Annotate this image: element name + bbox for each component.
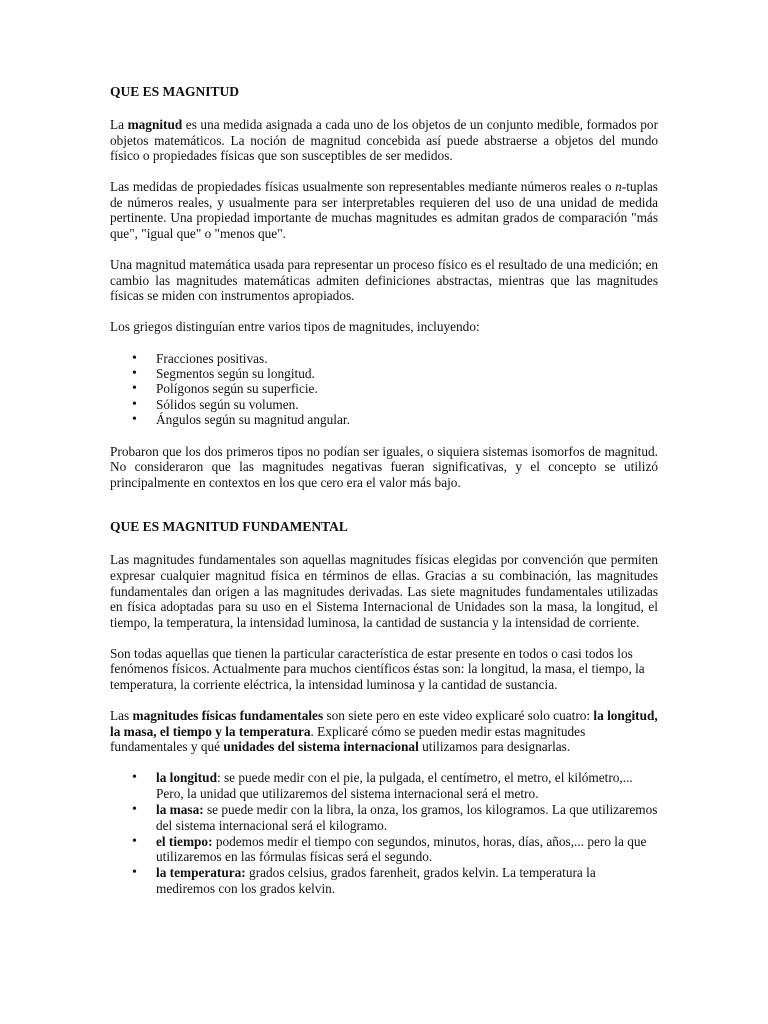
paragraph <box>110 708 658 755</box>
bold-term: magnitudes físicas fundamentales <box>132 708 324 724</box>
bullet-list-fundamental-magnitudes <box>110 770 658 896</box>
text-run: Las <box>110 708 133 724</box>
text-run: podemos medir el tiempo con segundos, minutos, horas, días, años,... pero la que utilizaremos en las fórmulas físicas será el segundo. <box>156 833 647 865</box>
text-run: Las medidas de propiedades físicas usualmente son representables mediante números reales o <box>110 179 616 195</box>
text-run: . Explicaré cómo se pueden medir estas magnitudes fundamentales y qué <box>110 723 586 755</box>
text-run: -tuplas de números reales, y usualmente para ser interpretables requieren del uso de una unidad de medida pertinente. Una propiedad importante de muchas magnitudes es admitan grados de comparación "más que", "igual que" o "menos que". <box>110 179 658 242</box>
list-item <box>156 834 658 866</box>
paragraph: Una magnitud matemática usada para representar un proceso físico es el resultado de una medición; en cambio las magnitudes matemáticas admiten definiciones abstractas, mientras que las magnitudes físicas se miden con instrumentos apropiados. <box>110 257 658 304</box>
section-title-magnitud: QUE ES MAGNITUD <box>110 84 240 99</box>
list-item <box>156 802 658 834</box>
italic-term: n <box>615 179 622 195</box>
list-item <box>156 770 658 802</box>
text-run: utilizamos para designarlas. <box>418 739 571 755</box>
section-title-magnitud-fundamental: QUE ES MAGNITUD FUNDAMENTAL <box>110 519 348 535</box>
paragraph: Las magnitudes fundamentales son aquellas magnitudes físicas elegidas por convención que permiten expresar cualquier magnitud física en términos de ellas. Gracias a su combinación, las magnitudes fundamentales dan origen a las magnitudes derivadas. Las siete magnitudes fundamentales utilizadas en física adoptadas para su uso en el Sistema Internacional de Unidades son la masa, la longitud, el tiempo, la temperatura, la intensidad luminosa, la cantidad de sustancia y la intensidad de corriente. <box>110 552 658 630</box>
text-run: son siete pero en este video explicaré solo cuatro: <box>323 708 594 724</box>
paragraph <box>110 179 658 241</box>
text-run: : se puede medir con el pie, la pulgada, el centímetro, el metro, el kilómetro,... Pero, la unidad que utilizaremos del sistema internacional será el metro. <box>156 770 633 802</box>
paragraph <box>110 117 658 164</box>
bold-term: la longitud, la masa, el tiempo y la temperatura <box>110 708 658 739</box>
list-item <box>156 865 658 897</box>
list-item: • Ángulos según su magnitud angular. <box>156 412 658 427</box>
list-item: • Fracciones positivas. <box>156 351 658 366</box>
list-item: • Polígonos según su superficie. <box>156 381 658 396</box>
bold-term: magnitud <box>127 117 183 132</box>
bullet-list-greek-magnitudes <box>110 351 658 428</box>
list-item: • Segmentos según su longitud. <box>156 366 658 381</box>
bold-term: el tiempo: <box>156 833 213 849</box>
text-run: grados celsius, grados farenheit, grados kelvin. La temperatura la mediremos con los grados kelvin. <box>156 865 596 896</box>
bold-term: la temperatura: <box>156 865 246 881</box>
text-run: La <box>110 117 128 132</box>
bold-term: la longitud <box>156 770 217 786</box>
text-run: es una medida asignada a cada uno de los objetos de un conjunto medible, formados por objetos matemáticos. La noción de magnitud concebida así puede abstraerse a objetos del mundo físico o propiedades físicas que son susceptibles de ser medidos. <box>110 117 659 164</box>
bold-term: unidades del sistema internacional <box>223 739 419 755</box>
list-item: • Sólidos según su volumen. <box>156 397 658 412</box>
paragraph: Probaron que los dos primeros tipos no podían ser iguales, o siquiera sistemas isomorfos de magnitud. No consideraron que las magnitudes negativas fueran significativas, y el concepto se utilizó principalmente en contextos en los que cero era el valor más bajo. <box>110 443 658 490</box>
paragraph: Son todas aquellas que tienen la particular característica de estar presente en todos o casi todos los fenómenos físicos. Actualmente para muchos científicos éstas son: la longitud, la masa, el tiempo, la temperatura, la corriente eléctrica, la intensidad luminosa y la cantidad de sustancia. <box>110 645 645 692</box>
paragraph: Los griegos distinguían entre varios tipos de magnitudes, incluyendo: <box>110 319 480 335</box>
bold-term: la masa: <box>156 801 204 817</box>
text-run: se puede medir con la libra, la onza, los gramos, los kilogramos. La que utilizaremos del sistema internacional será el kilogramo. <box>156 801 658 833</box>
